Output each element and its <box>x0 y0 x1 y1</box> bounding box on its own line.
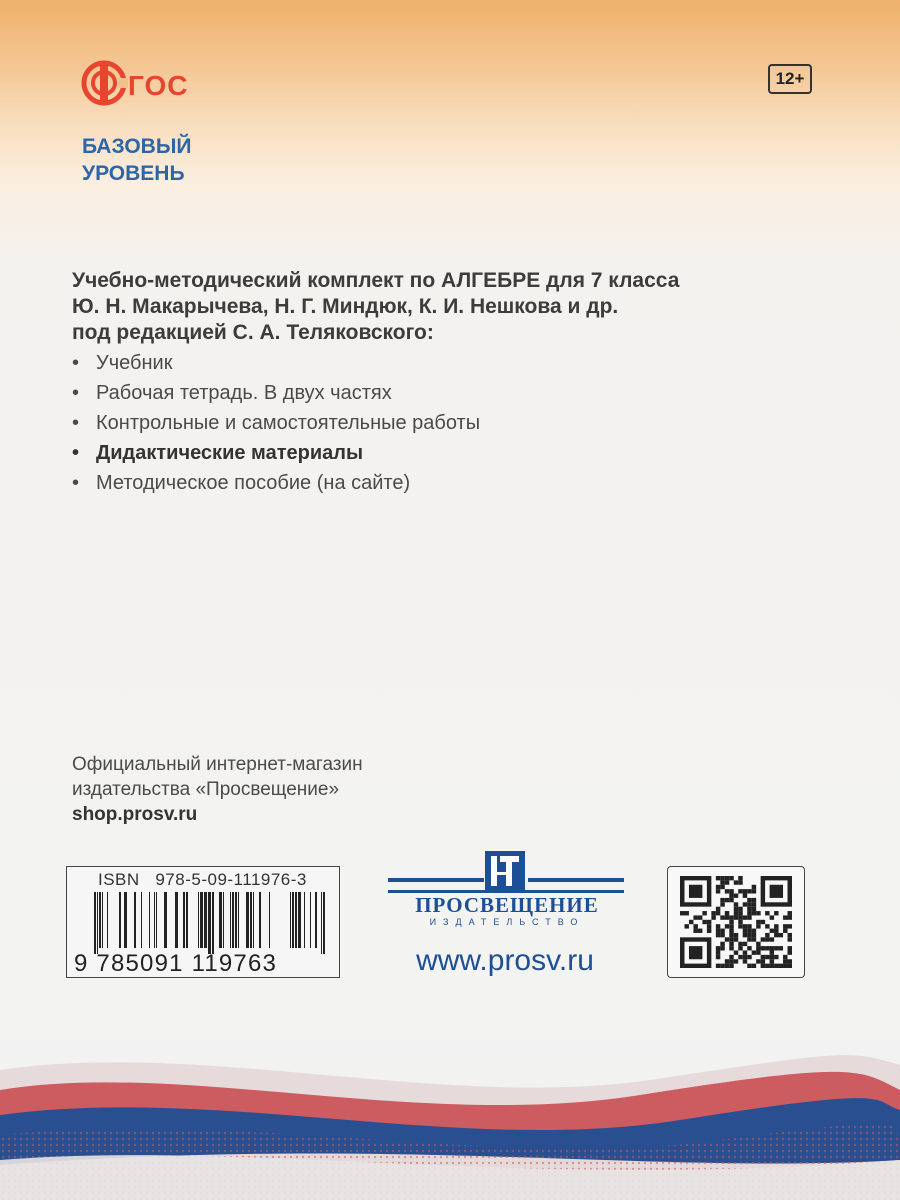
qr-module <box>729 924 733 928</box>
qr-module <box>738 876 742 880</box>
barcode-bar <box>164 892 167 948</box>
qr-module <box>734 933 738 937</box>
barcode-bar <box>141 892 142 948</box>
qr-module <box>720 902 724 906</box>
barcode-bar <box>323 892 325 954</box>
list-item-highlighted: • Дидактические материалы <box>72 442 364 464</box>
qr-module <box>716 889 720 893</box>
kit-authors: Ю. Н. Макарычева, Н. Г. Миндюк, К. И. Нешкова и др. <box>72 295 619 318</box>
qr-module <box>734 915 738 919</box>
qr-module <box>729 964 733 968</box>
kit-editor: под редакцией С. А. Теляковского: <box>72 321 434 344</box>
qr-module <box>689 920 693 924</box>
qr-module <box>716 950 720 954</box>
qr-module <box>779 964 783 968</box>
qr-module <box>743 902 747 906</box>
qr-module <box>684 911 688 915</box>
qr-module <box>761 964 765 968</box>
qr-module <box>738 915 742 919</box>
barcode-bar <box>97 892 98 954</box>
shop-url-link[interactable]: shop.prosv.ru <box>72 804 198 825</box>
barcode <box>94 892 326 954</box>
qr-module <box>734 950 738 954</box>
qr-module <box>720 964 724 968</box>
barcode-bar <box>304 892 305 948</box>
qr-module <box>761 959 765 963</box>
qr-module <box>774 946 778 950</box>
list-item: • Учебник <box>72 352 173 374</box>
qr-module <box>684 924 688 928</box>
qr-code[interactable] <box>680 876 792 968</box>
qr-module <box>720 929 724 933</box>
qr-module <box>783 929 787 933</box>
qr-module <box>729 955 733 959</box>
fgos-label: ГОС <box>128 70 189 101</box>
qr-module <box>774 924 778 928</box>
qr-module <box>734 880 738 884</box>
qr-module <box>716 929 720 933</box>
qr-module <box>770 937 774 941</box>
barcode-bar <box>250 892 252 948</box>
barcode-bar <box>134 892 136 948</box>
qr-module <box>693 915 697 919</box>
qr-module <box>725 964 729 968</box>
qr-module <box>788 959 792 963</box>
qr-module <box>729 933 733 937</box>
qr-module <box>756 950 760 954</box>
qr-module <box>725 937 729 941</box>
qr-module <box>756 911 760 915</box>
qr-module <box>752 933 756 937</box>
publisher-name: ПРОСВЕЩЕНИЕ <box>415 893 599 917</box>
qr-module <box>770 946 774 950</box>
qr-module <box>747 929 751 933</box>
barcode-bar <box>94 892 96 954</box>
barcode-bar <box>204 892 207 948</box>
qr-module <box>729 876 733 880</box>
qr-module <box>756 942 760 946</box>
qr-module <box>756 959 760 963</box>
qr-module <box>716 924 720 928</box>
qr-module <box>783 924 787 928</box>
qr-module <box>788 924 792 928</box>
qr-module <box>752 929 756 933</box>
kit-items-list <box>72 348 480 498</box>
qr-module <box>743 889 747 893</box>
qr-module <box>711 911 715 915</box>
qr-module <box>761 955 765 959</box>
qr-module <box>729 946 733 950</box>
barcode-bar <box>223 892 224 948</box>
qr-module <box>693 929 697 933</box>
qr-module <box>738 946 742 950</box>
qr-module <box>783 959 787 963</box>
qr-module <box>752 889 756 893</box>
qr-module <box>788 950 792 954</box>
ean-number: 9 785091 119763 <box>74 950 278 977</box>
qr-module <box>698 929 702 933</box>
qr-module <box>720 942 724 946</box>
barcode-bar <box>212 892 214 954</box>
list-item: • Рабочая тетрадь. В двух частях <box>72 382 392 404</box>
qr-module <box>774 911 778 915</box>
qr-module <box>783 955 787 959</box>
level-line-1: БАЗОВЫЙ <box>82 135 192 158</box>
barcode-bar <box>99 892 101 948</box>
qr-module <box>729 894 733 898</box>
qr-module <box>729 898 733 902</box>
qr-module <box>716 933 720 937</box>
barcode-bar <box>310 892 311 948</box>
qr-module <box>716 876 720 880</box>
barcode-bar <box>253 892 254 948</box>
barcode-bar <box>156 892 157 948</box>
barcode-bar <box>219 892 222 948</box>
qr-module <box>747 946 751 950</box>
qr-module <box>756 920 760 924</box>
list-item: • Методическое пособие (на сайте) <box>72 472 411 494</box>
qr-module <box>720 885 724 889</box>
qr-module <box>747 915 751 919</box>
barcode-bar <box>230 892 231 948</box>
qr-module <box>747 898 751 902</box>
barcode-bar <box>200 892 203 948</box>
qr-module <box>747 889 751 893</box>
qr-module <box>738 942 742 946</box>
qr-finder <box>770 885 783 898</box>
isbn-label: ISBN 978-5-09-111976-3 <box>98 870 307 889</box>
qr-module <box>716 885 720 889</box>
level-label <box>82 133 192 187</box>
qr-module <box>788 937 792 941</box>
qr-module <box>788 964 792 968</box>
age-rating-badge: 12+ <box>768 64 812 94</box>
qr-module <box>743 894 747 898</box>
qr-module <box>774 955 778 959</box>
qr-module <box>743 933 747 937</box>
qr-module <box>774 933 778 937</box>
qr-module <box>765 955 769 959</box>
qr-module <box>770 950 774 954</box>
qr-module <box>747 907 751 911</box>
qr-module <box>707 929 711 933</box>
qr-module <box>747 924 751 928</box>
barcode-bar <box>235 892 237 948</box>
publisher-website-link[interactable]: www.prosv.ru <box>416 944 594 977</box>
qr-module <box>716 955 720 959</box>
qr-module <box>720 876 724 880</box>
qr-module <box>747 955 751 959</box>
qr-module <box>729 920 733 924</box>
qr-module <box>693 924 697 928</box>
qr-module <box>738 880 742 884</box>
qr-module <box>747 937 751 941</box>
barcode-bar <box>290 892 291 948</box>
kit-description <box>72 268 679 346</box>
qr-module <box>707 924 711 928</box>
qr-module <box>743 955 747 959</box>
barcode-bar <box>119 892 121 948</box>
qr-module <box>756 946 760 950</box>
barcode-bar <box>259 892 261 948</box>
qr-module <box>680 911 684 915</box>
qr-module <box>752 950 756 954</box>
shop-info <box>72 752 363 827</box>
qr-module <box>765 937 769 941</box>
qr-module <box>711 915 715 919</box>
qr-module <box>788 911 792 915</box>
qr-module <box>738 911 742 915</box>
qr-module <box>734 907 738 911</box>
barcode-bar <box>295 892 297 948</box>
qr-module <box>698 915 702 919</box>
barcode-bar <box>321 892 322 954</box>
barcode-bar <box>102 892 103 948</box>
barcode-bar <box>183 892 185 948</box>
barcode-bar <box>246 892 249 948</box>
qr-finder <box>689 946 702 959</box>
qr-module <box>738 889 742 893</box>
qr-module <box>707 920 711 924</box>
qr-module <box>734 894 738 898</box>
qr-module <box>702 920 706 924</box>
qr-module <box>729 929 733 933</box>
qr-module <box>716 907 720 911</box>
qr-module <box>734 937 738 941</box>
barcode-bar <box>186 892 188 948</box>
qr-module <box>725 889 729 893</box>
barcode-bar <box>315 892 317 948</box>
qr-module <box>720 898 724 902</box>
qr-module <box>743 929 747 933</box>
qr-module <box>743 950 747 954</box>
barcode-bar <box>298 892 301 948</box>
qr-module <box>770 964 774 968</box>
qr-module <box>747 933 751 937</box>
qr-module <box>752 937 756 941</box>
qr-module <box>770 915 774 919</box>
qr-module <box>725 959 729 963</box>
publisher-subtitle: ИЗДАТЕЛЬСТВО <box>429 917 585 927</box>
qr-module <box>765 924 769 928</box>
qr-finder <box>689 885 702 898</box>
qr-module <box>725 880 729 884</box>
qr-module <box>752 911 756 915</box>
qr-module <box>752 885 756 889</box>
qr-module <box>752 902 756 906</box>
qr-module <box>729 889 733 893</box>
shop-line-2: издательства «Просвещение» <box>72 779 340 800</box>
barcode-bar <box>124 892 127 948</box>
qr-module <box>702 911 706 915</box>
barcode-bar <box>269 892 270 948</box>
qr-module <box>752 907 756 911</box>
qr-module <box>734 911 738 915</box>
barcode-bar <box>198 892 199 948</box>
qr-module <box>765 933 769 937</box>
qr-module <box>734 959 738 963</box>
qr-module <box>725 915 729 919</box>
qr-module <box>729 959 733 963</box>
qr-module <box>743 924 747 928</box>
qr-module <box>770 929 774 933</box>
qr-module <box>774 929 778 933</box>
qr-module <box>774 964 778 968</box>
barcode-bar <box>238 892 239 948</box>
shop-line-1: Официальный интернет-магазин <box>72 754 363 775</box>
qr-module <box>761 920 765 924</box>
barcode-bar <box>175 892 178 948</box>
barcode-bar <box>232 892 234 948</box>
kit-title: Учебно-методический комплект по АЛГЕБРЕ для 7 класса <box>72 269 680 292</box>
qr-module <box>747 964 751 968</box>
qr-module <box>743 959 747 963</box>
barcode-bar <box>208 892 211 954</box>
qr-module <box>725 911 729 915</box>
qr-module <box>729 942 733 946</box>
qr-module <box>752 898 756 902</box>
qr-module <box>716 964 720 968</box>
qr-module <box>720 946 724 950</box>
qr-module <box>716 911 720 915</box>
qr-module <box>725 898 729 902</box>
qr-module <box>734 902 738 906</box>
qr-module <box>725 876 729 880</box>
qr-module <box>716 946 720 950</box>
qr-module <box>783 915 787 919</box>
qr-module <box>738 955 742 959</box>
qr-module <box>756 924 760 928</box>
barcode-bar <box>154 892 155 948</box>
qr-module <box>779 946 783 950</box>
qr-module <box>720 915 724 919</box>
qr-module <box>729 937 733 941</box>
qr-module <box>788 946 792 950</box>
qr-module <box>752 964 756 968</box>
qr-module <box>765 946 769 950</box>
qr-module <box>720 933 724 937</box>
qr-module <box>770 959 774 963</box>
barcode-bar <box>292 892 294 948</box>
qr-module <box>783 964 787 968</box>
qr-module <box>788 933 792 937</box>
decorative-waves <box>0 1040 900 1200</box>
qr-module <box>743 915 747 919</box>
qr-module <box>788 915 792 919</box>
qr-module <box>747 911 751 915</box>
level-line-2: УРОВЕНЬ <box>82 162 185 185</box>
qr-module <box>720 880 724 884</box>
list-item: • Контрольные и самостоятельные работы <box>72 412 481 434</box>
qr-module <box>743 942 747 946</box>
qr-module <box>738 907 742 911</box>
qr-module <box>738 924 742 928</box>
qr-module <box>779 933 783 937</box>
qr-module <box>765 911 769 915</box>
qr-module <box>761 937 765 941</box>
qr-module <box>765 964 769 968</box>
qr-module <box>729 915 733 919</box>
qr-module <box>770 955 774 959</box>
barcode-bar <box>107 892 108 948</box>
barcode-bar <box>149 892 150 948</box>
qr-module <box>738 920 742 924</box>
qr-module <box>761 946 765 950</box>
qr-module <box>725 924 729 928</box>
qr-module <box>747 902 751 906</box>
